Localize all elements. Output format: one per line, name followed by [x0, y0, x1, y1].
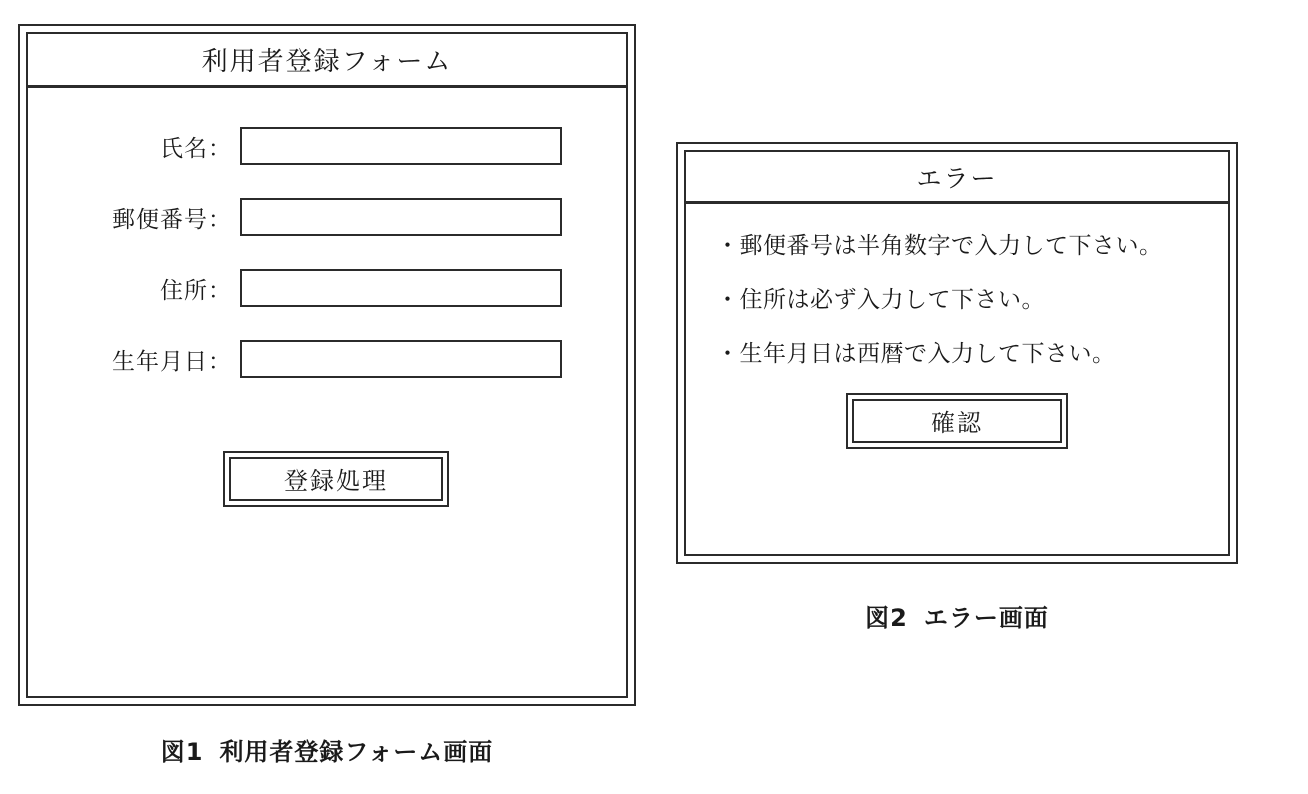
field-row-address [28, 268, 626, 308]
input-postal-code[interactable] [240, 198, 562, 236]
confirm-button[interactable] [846, 393, 1068, 449]
registration-form-titlebar [28, 34, 626, 88]
field-row-name [28, 126, 626, 166]
figure-1-caption-number: 図1 [160, 738, 204, 766]
error-dialog-window [676, 142, 1238, 564]
figure-2-caption-number: 図2 [865, 604, 908, 632]
field-row-birthdate [28, 339, 626, 379]
register-button[interactable] [223, 451, 449, 507]
error-dialog-titlebar [686, 152, 1228, 204]
error-message-item: ・住所は必ず入力して下さい。 [716, 286, 1045, 313]
input-address[interactable] [240, 269, 562, 307]
error-dialog-window-inner [684, 150, 1230, 556]
label-birthdate: 生年月日： [112, 348, 232, 375]
registration-form-title: 利用者登録フォーム [201, 47, 453, 77]
figure-1 [18, 24, 636, 767]
field-row-postal-code [28, 197, 626, 237]
registration-form-window-inner [26, 32, 628, 698]
error-button-area [716, 393, 1198, 449]
error-message-list [686, 204, 1228, 449]
figure-2-caption [676, 598, 1238, 633]
input-birthdate[interactable] [240, 340, 562, 378]
confirm-button-label: 確認 [852, 399, 1062, 443]
error-message-item: ・郵便番号は半角数字で入力して下さい。 [716, 233, 1163, 259]
figure-2 [676, 142, 1238, 633]
label-address: 住所： [160, 277, 232, 304]
registration-form-window [18, 24, 636, 706]
label-postal-code: 郵便番号： [112, 206, 232, 233]
error-dialog-title: エラー [916, 163, 998, 193]
figure-1-caption [18, 732, 636, 767]
figure-2-caption-text: エラー画面 [923, 604, 1049, 632]
register-button-label: 登録処理 [229, 457, 443, 501]
input-name[interactable] [240, 127, 562, 165]
registration-form-body [28, 88, 626, 507]
error-message-item: ・生年月日は西暦で入力して下さい。 [716, 340, 1116, 367]
figure-1-caption-text: 利用者登録フォーム画面 [219, 738, 494, 766]
label-name: 氏名： [160, 135, 232, 162]
registration-button-area [28, 451, 626, 507]
